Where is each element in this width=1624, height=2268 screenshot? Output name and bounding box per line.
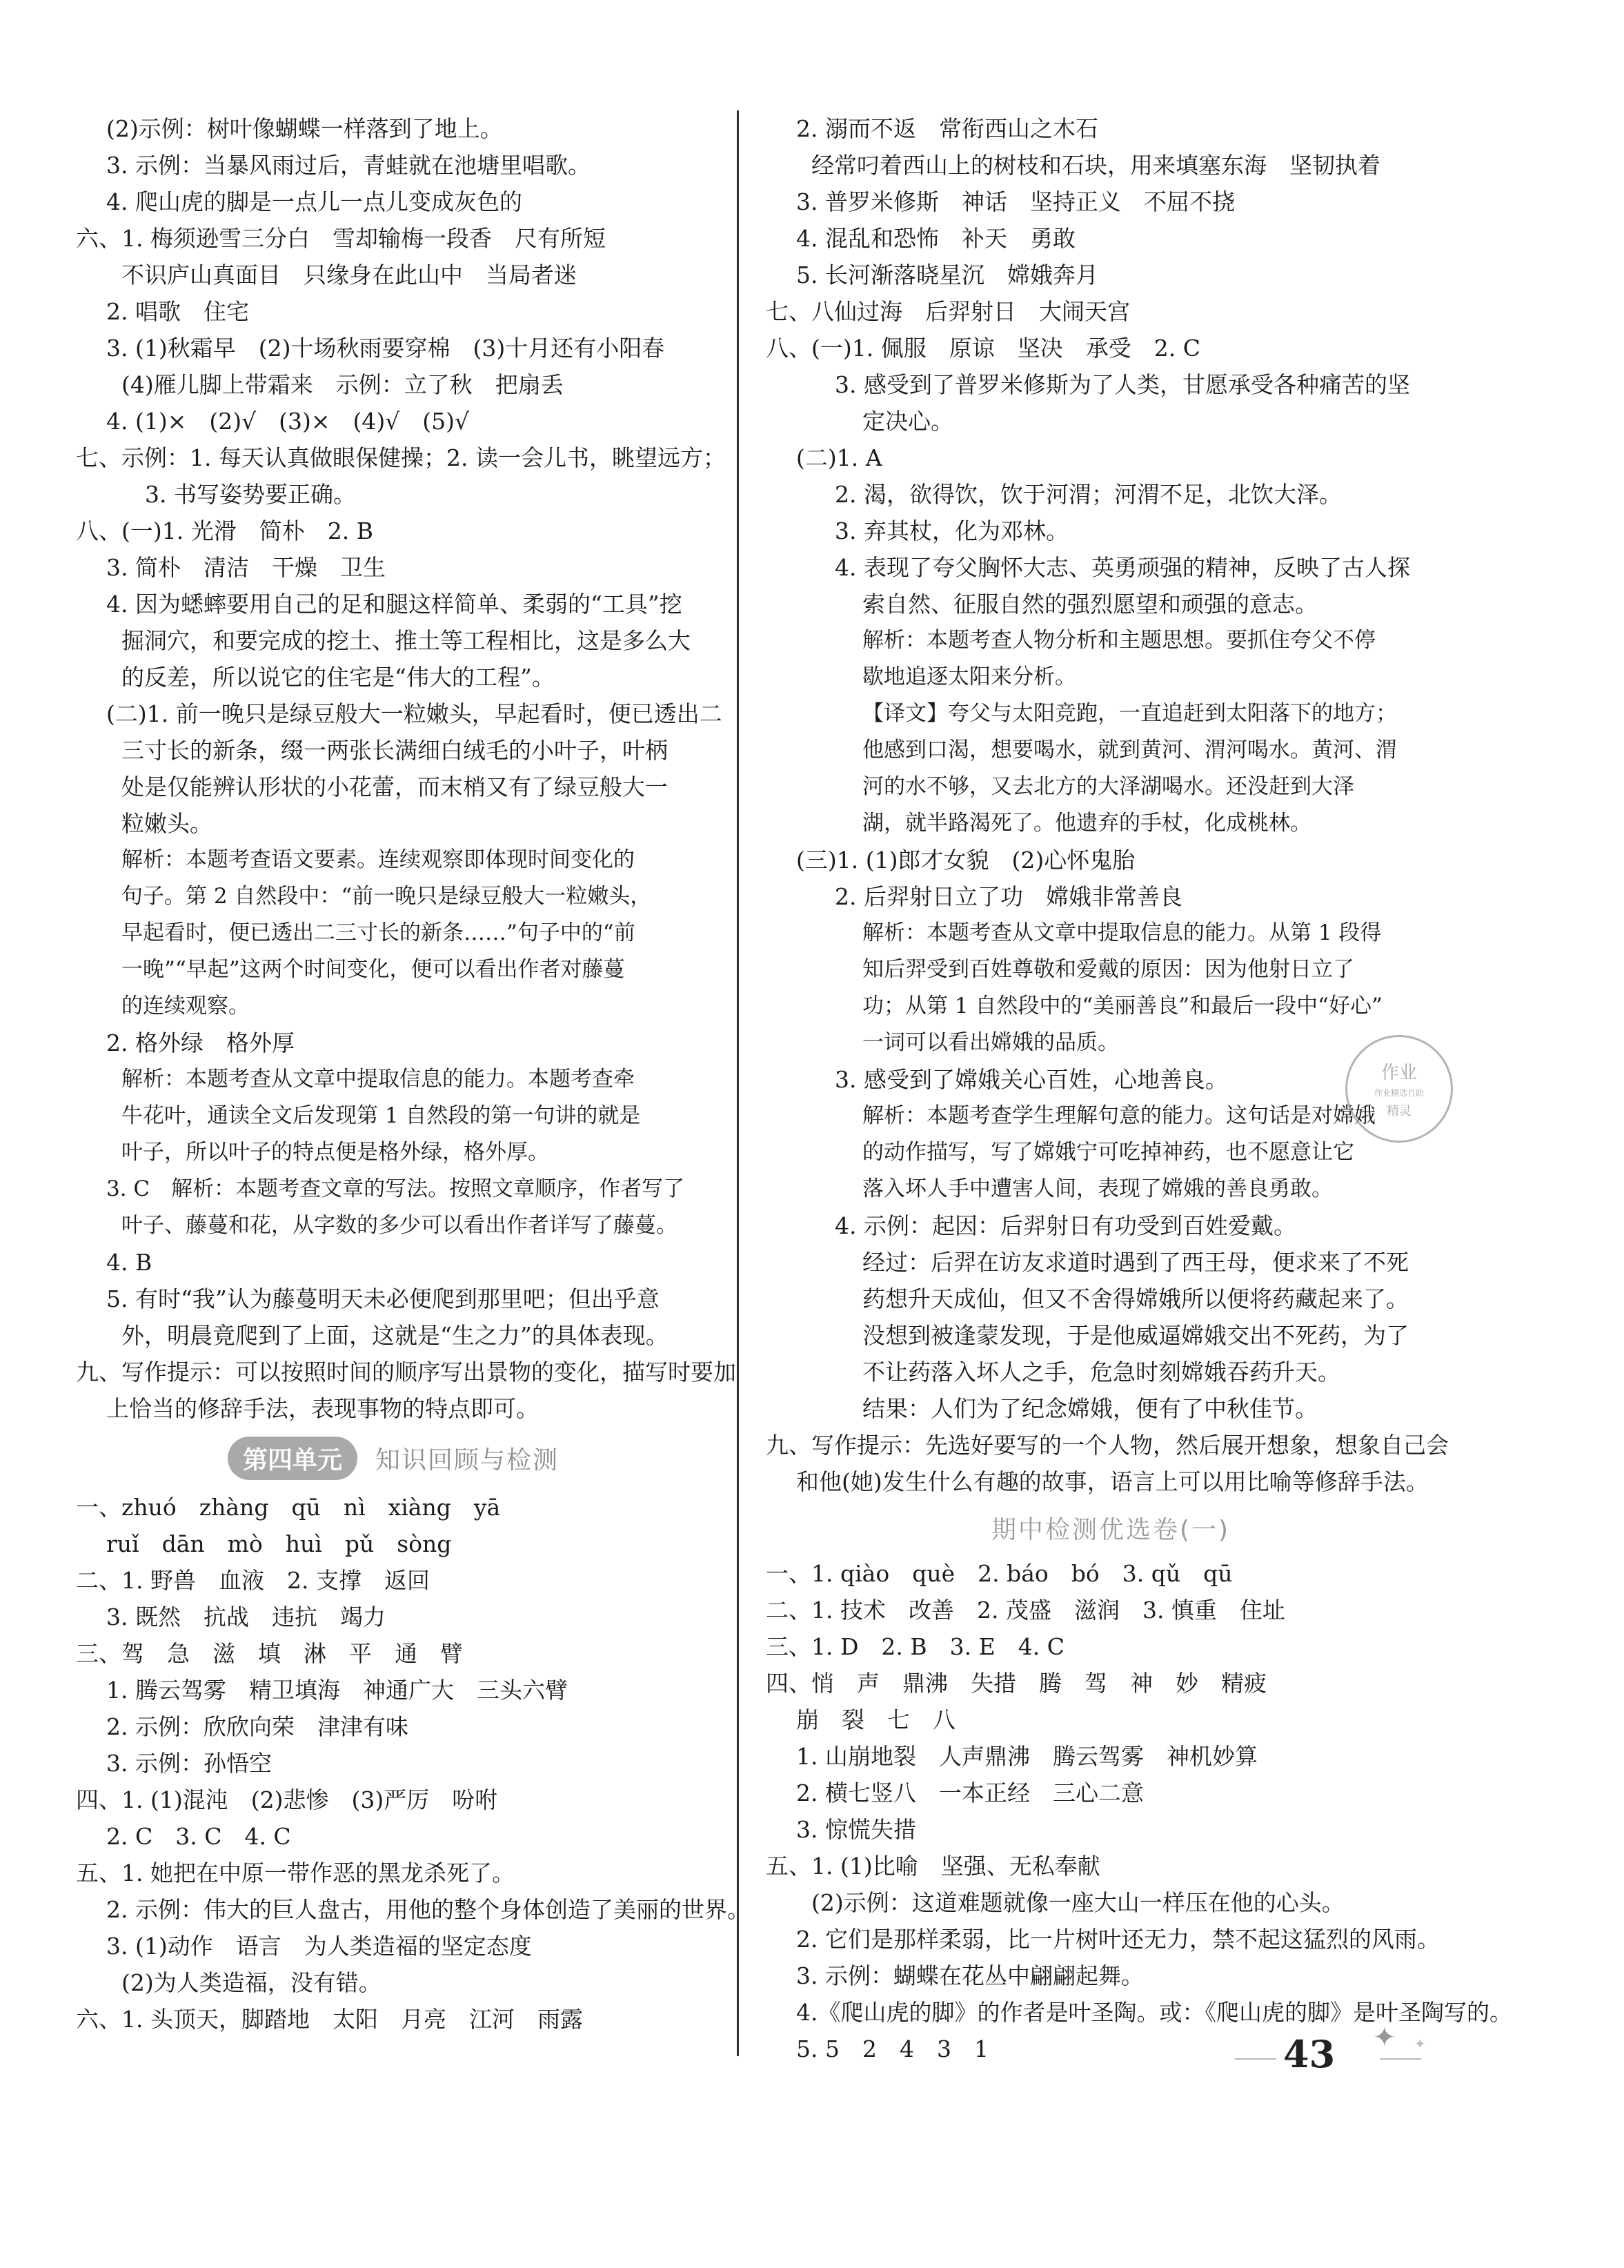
explanation-line: 河的水不够，又去北方的大泽湖喝水。还没赶到大泽 (862, 774, 1354, 799)
answer-line: 四、悄 声 鼎沸 失措 腾 驾 神 妙 精疲 (766, 1670, 1267, 1697)
answer-line: 3. (1)动作 语言 为人类造福的坚定态度 (106, 1933, 532, 1960)
answer-line: 三寸长的新条，缀一两张长满细白绒毛的小叶子，叶柄 (121, 737, 668, 764)
explanation-line: 句子。第 2 自然段中：“前一晚只是绿豆般大一粒嫩头， (121, 884, 652, 909)
answer-line: 3. 惊慌失措 (796, 1816, 916, 1843)
page-number: 43 (1283, 2032, 1336, 2076)
explanation-line: 3. C 解析：本题考查文章的写法。按照文章顺序，作者写了 (106, 1176, 685, 1201)
explanation-line: 解析：本题考查人物分析和主题思想。要抓住夸父不停 (862, 628, 1376, 653)
explanation-line: 功；从第 1 自然段中的“美丽善良”和最后一段中“好心” (862, 994, 1383, 1018)
answer-line: 2. 格外绿 格外厚 (106, 1029, 295, 1056)
answer-line: 上恰当的修辞手法，表现事物的特点即可。 (106, 1395, 539, 1422)
answer-line: (4)雁儿脚上带霜来 示例：立了秋 把扇丢 (121, 371, 564, 398)
answer-line: 2. 溺而不返 常衔西山之木石 (796, 115, 1098, 142)
page-number-rule-left (1235, 2058, 1276, 2060)
midterm-heading: 期中检测优选卷(一) (991, 1515, 1231, 1544)
answer-line: 2. 后羿射日立了功 嫦娥非常善良 (835, 883, 1182, 910)
answer-line: 索自然、征服自然的强烈愿望和顽强的意志。 (862, 591, 1318, 618)
answer-line: 结果：人们为了纪念嫦娥，便有了中秋佳节。 (862, 1395, 1318, 1422)
answer-line: 处是仅能辨认形状的小花蕾，而末梢又有了绿豆般大一 (121, 773, 668, 800)
answer-line: 3. 简朴 清洁 干燥 卫生 (106, 554, 386, 581)
answer-line: 3. 弃其杖，化为邓林。 (835, 517, 1069, 544)
answer-line: 掘洞穴，和要完成的挖土、推土等工程相比，这是多么大 (121, 627, 691, 654)
answer-line: 没想到被逢蒙发现，于是他威逼嫦娥交出不死药，为了 (862, 1322, 1409, 1349)
answer-line: 药想升天成仙，但又不舍得嫦娥所以便将药藏起来了。 (862, 1285, 1409, 1312)
answer-line: 经常叼着西山上的树枝和石块，用来填塞东海 坚韧执着 (811, 152, 1380, 179)
answer-line: 2. 横七竖八 一本正经 三心二意 (796, 1779, 1144, 1806)
answer-line: 4. (1)× (2)√ (3)× (4)√ (5)√ (106, 408, 470, 435)
answer-line: 九、写作提示：先选好要写的一个人物，然后展开想象，想象自己会 (766, 1432, 1449, 1459)
stamp-top-text: 作业 (1380, 1063, 1417, 1083)
unit-badge: 第四单元 (228, 1437, 357, 1480)
unit-four-heading (76, 1427, 711, 1489)
answer-line: 经过：后羿在访友求道时遇到了西王母，便求来了不死 (862, 1249, 1409, 1276)
explanation-line: 早起看时，便已透出二三寸长的新条……”句子中的“前 (121, 920, 635, 945)
explanation-line: 牛花叶，通读全文后发现第 1 自然段的第一句讲的就是 (121, 1103, 641, 1128)
answer-line: 五、1. 她把在中原一带作恶的黑龙杀死了。 (76, 1860, 515, 1886)
answer-line: 3. 感受到了嫦娥关心百姓，心地善良。 (835, 1066, 1228, 1093)
answer-line: 粒嫩头。 (121, 810, 212, 837)
answer-line: 5. 长河渐落晓星沉 嫦娥奔月 (796, 262, 1098, 288)
explanation-line: 叶子，所以叶子的特点便是格外绿，格外厚。 (121, 1140, 549, 1165)
answer-line: 四、1. (1)混沌 (2)悲惨 (3)严厉 吩咐 (76, 1786, 498, 1813)
answer-line: 3. 既然 抗战 违抗 竭力 (106, 1604, 386, 1630)
answer-line: 二、1. 野兽 血液 2. 支撑 返回 (76, 1567, 430, 1594)
explanation-line: 解析：本题考查从文章中提取信息的能力。本题考查牵 (121, 1067, 635, 1092)
explanation-line: 的动作描写，写了嫦娥宁可吃掉神药，也不愿意让它 (862, 1140, 1354, 1165)
answer-line: 定决心。 (862, 408, 953, 435)
answer-line: 三、驾 急 滋 填 淋 平 通 臂 (76, 1640, 463, 1667)
answer-line: 4. 因为蟋蟀要用自己的足和腿这样简单、柔弱的“工具”挖 (106, 591, 682, 618)
answer-line: 2. 它们是那样柔弱，比一片树叶还无力，禁不起这猛烈的风雨。 (796, 1926, 1440, 1953)
answer-line: (三)1. (1)郎才女貌 (2)心怀鬼胎 (796, 847, 1136, 874)
answer-line: 1. 腾云驾雾 精卫填海 神通广大 三头六臂 (106, 1677, 568, 1704)
star-icon: ✦ (1373, 2022, 1396, 2053)
answer-line: 2. 示例：欣欣向荣 津津有味 (106, 1713, 408, 1740)
answer-line: 一、1. qiào què 2. báo bó 3. qǔ qū (766, 1560, 1233, 1587)
answer-line: (2)示例：这道难题就像一座大山一样压在他的心头。 (811, 1889, 1345, 1916)
answer-line: 3. 示例：孙悟空 (106, 1750, 272, 1777)
answer-line: 七、示例：1. 每天认真做眼保健操；2. 读一会儿书，眺望远方； (76, 444, 726, 471)
answer-line: 3. 普罗米修斯 神话 坚持正义 不屈不挠 (796, 188, 1235, 215)
right-answers-part-1 (766, 110, 1456, 1500)
left-answers-part-2 (76, 1489, 750, 2038)
answer-line: 和他(她)发生什么有趣的故事，语言上可以用比喻等修辞手法。 (796, 1468, 1429, 1495)
answer-line: 不识庐山真面目 只缘身在此山中 当局者迷 (121, 262, 577, 288)
answer-line: 4.《爬山虎的脚》的作者是叶圣陶。或：《爬山虎的脚》是叶圣陶写的。 (796, 1999, 1512, 2026)
answer-line: 5. 有时“我”认为藤蔓明天未必便爬到那里吧；但出乎意 (106, 1285, 660, 1312)
answer-line: 外，明晨竟爬到了上面，这就是“生之力”的具体表现。 (121, 1322, 669, 1349)
answer-line: 六、1. 梅须逊雪三分白 雪却输梅一段香 尺有所短 (76, 225, 606, 252)
unit-subtitle: 知识回顾与检测 (375, 1446, 560, 1475)
page-number-rule-right (1380, 2058, 1421, 2060)
stamp-bottom-text: 精灵 (1387, 1104, 1412, 1118)
answer-line: 六、1. 头顶天，脚踏地 太阳 月亮 江河 雨露 (76, 2006, 583, 2033)
answer-line: 不让药落入坏人之手，危急时刻嫦娥吞药升天。 (862, 1359, 1340, 1386)
explanation-line: 解析：本题考查从文章中提取信息的能力。从第 1 段得 (862, 920, 1382, 945)
answer-line: 4. 表现了夸父胸怀大志、英勇顽强的精神，反映了古人探 (835, 554, 1410, 581)
explanation-line: 湖，就半路渴死了。他遗弃的手杖，化成桃林。 (862, 811, 1311, 836)
answer-line: 八、(一)1. 佩服 原谅 坚决 承受 2. C (766, 335, 1200, 362)
explanation-line: 落入坏人手中遭害人间，表现了嫦娥的善良勇敢。 (862, 1176, 1333, 1201)
explanation-line: 解析：本题考查学生理解句意的能力。这句话是对嫦娥 (862, 1103, 1376, 1128)
answer-line: 3. 感受到了普罗米修斯为了人类，甘愿承受各种痛苦的坚 (835, 371, 1410, 398)
explanation-line: 歇地追逐太阳来分析。 (862, 664, 1076, 689)
left-answers-part-1 (76, 110, 736, 1427)
answer-line: (2)为人类造福，没有错。 (121, 1969, 382, 1996)
explanation-line: 叶子、藤蔓和花，从字数的多少可以看出作者详写了藤蔓。 (121, 1213, 677, 1238)
answer-line: 2. 唱歌 住宅 (106, 298, 249, 325)
answer-line: 4. 示例：起因：后羿射日有功受到百姓爱戴。 (835, 1212, 1296, 1239)
left-column (76, 110, 750, 2038)
answer-line: 2. C 3. C 4. C (106, 1823, 291, 1850)
answer-line: 三、1. D 2. B 3. E 4. C (766, 1633, 1064, 1660)
homework-stamp (1345, 1035, 1453, 1143)
answer-line: 5. 5 2 4 3 1 (796, 2035, 989, 2062)
answer-line: 的反差，所以说它的住宅是“伟大的工程”。 (121, 664, 555, 691)
answer-line: 4. 爬山虎的脚是一点儿一点儿变成灰色的 (106, 188, 522, 215)
answer-line: 3. (1)秋霜早 (2)十场秋雨要穿棉 (3)十月还有小阳春 (106, 335, 665, 362)
answer-line: 4. 混乱和恐怖 补天 勇敢 (796, 225, 1076, 252)
answer-line: 2. 示例：伟大的巨人盘古，用他的整个身体创造了美丽的世界。 (106, 1896, 750, 1923)
explanation-line: 知后羿受到百姓尊敬和爱戴的原因：因为他射日立了 (862, 957, 1354, 982)
explanation-line: 解析：本题考查语文要素。连续观察即体现时间变化的 (121, 847, 635, 872)
answer-line: (2)示例：树叶像蝴蝶一样落到了地上。 (106, 115, 503, 142)
explanation-line: 的连续观察。 (121, 994, 250, 1018)
stamp-mid-text: 作业精选自助 (1374, 1088, 1424, 1098)
answer-line: 3. 书写姿势要正确。 (145, 481, 356, 508)
answer-line: 一、zhuó zhàng qū nì xiàng yā (76, 1494, 501, 1521)
explanation-line: 一晚”“早起”这两个时间变化，便可以看出作者对藤蔓 (121, 957, 625, 982)
explanation-line: 一词可以看出嫦娥的品质。 (862, 1030, 1119, 1055)
answer-line: (二)1. A (796, 444, 882, 471)
explanation-line: 他感到口渴，想要喝水，就到黄河、渭河喝水。黄河、渭 (862, 738, 1397, 762)
answer-line: 八、(一)1. 光滑 简朴 2. B (76, 517, 373, 544)
answer-line: 九、写作提示：可以按照时间的顺序写出景物的变化，描写时要加 (76, 1359, 736, 1386)
explanation-line: 【译文】夸父与太阳竞跑，一直追赶到太阳落下的地方； (862, 701, 1397, 726)
answer-line: 1. 山崩地裂 人声鼎沸 腾云驾雾 神机妙算 (796, 1743, 1258, 1770)
answer-line: 3. 示例：当暴风雨过后，青蛙就在池塘里唱歌。 (106, 152, 591, 179)
answer-line: 2. 渴，欲得饮，饮于河渭；河渭不足，北饮大泽。 (835, 481, 1342, 508)
column-divider (737, 110, 739, 2056)
answer-line: (二)1. 前一晚只是绿豆般大一粒嫩头，早起看时，便已透出二 (106, 700, 722, 727)
small-star-icon: ✦ (1414, 2035, 1426, 2052)
answer-line: 崩 裂 七 八 (796, 1706, 955, 1733)
answer-line: 七、八仙过海 后羿射日 大闹天宫 (766, 298, 1130, 325)
right-answers-part-2 (766, 1555, 1512, 2067)
answer-line: ruǐ dān mò huì pǔ sòng (106, 1530, 452, 1557)
answer-line: 3. 示例：蝴蝶在花丛中翩翩起舞。 (796, 1962, 1144, 1989)
answer-line: 五、1. (1)比喻 坚强、无私奉献 (766, 1853, 1100, 1880)
answer-line: 二、1. 技术 改善 2. 茂盛 滋润 3. 慎重 住址 (766, 1597, 1285, 1624)
answer-line: 4. B (106, 1249, 152, 1276)
